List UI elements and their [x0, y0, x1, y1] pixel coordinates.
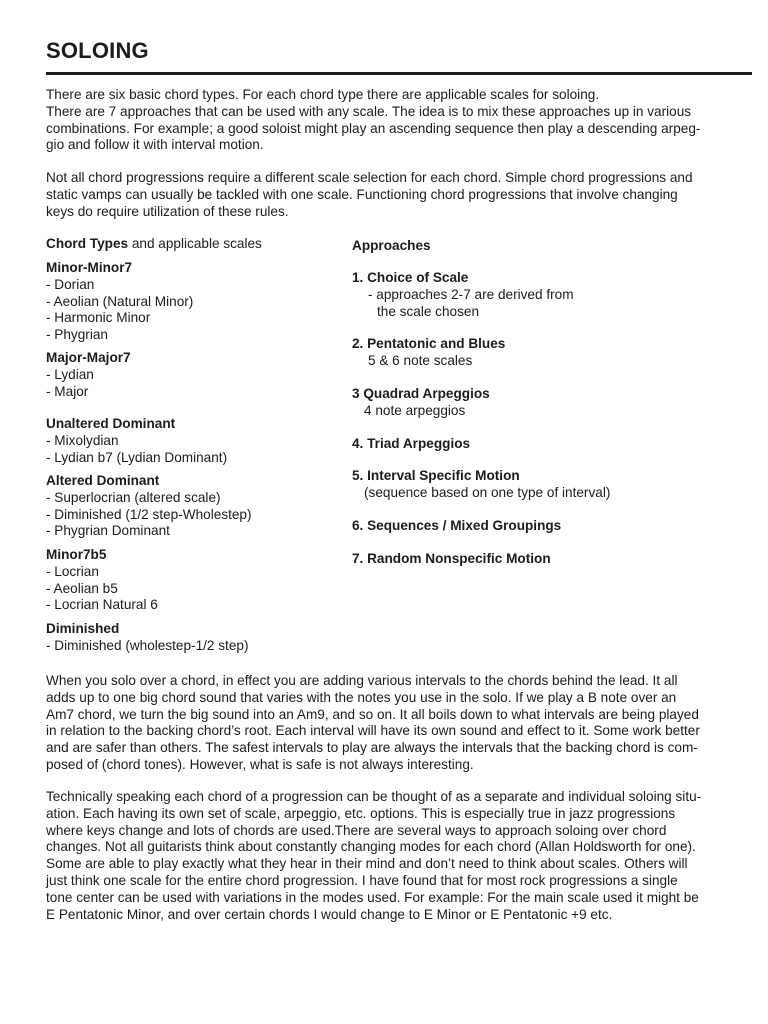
chord-group-minor-minor7 [46, 260, 193, 344]
text-line: where keys change and lots of chords are used.There are several ways to approach soloing over chord [46, 822, 667, 838]
approach-name: 2. Pentatonic and Blues [352, 336, 506, 351]
scale-item: - Locrian [46, 563, 99, 579]
approach-name: 1. Choice of Scale [352, 270, 469, 285]
text-line: There are six basic chord types. For each chord type there are applicable scales for soloing. [46, 87, 600, 102]
text-line: Technically speaking each chord of a progression can be thought of as a separate and individual soloing situ- [46, 789, 702, 804]
text-line: Some are able to play exactly what they hear in their mind and don’t need to think about scales. Others will [46, 856, 688, 872]
text-line: tone center can be used with variations in the modes used. For example: For the main scale used it might be [46, 889, 699, 905]
scale-item: - Aeolian b5 [46, 580, 118, 596]
approach-item [352, 270, 574, 320]
chord-group-altered-dominant [46, 473, 252, 540]
chord-group-name: Minor7b5 [46, 547, 107, 562]
chord-types-heading [46, 236, 336, 253]
text-line: Not all chord progressions require a different scale selection for each chord. Simple chord progressions and [46, 170, 693, 185]
chord-group-name: Altered Dominant [46, 473, 160, 488]
scale-item: - Diminished (1/2 step-Wholestep) [46, 506, 252, 522]
approach-detail: 5 & 6 note scales [368, 352, 473, 368]
chord-group-name: Unaltered Dominant [46, 416, 176, 431]
approach-item [352, 518, 561, 535]
approach-name: 6. Sequences / Mixed Groupings [352, 518, 562, 533]
text-line: combinations. For example; a good soloist might play an ascending sequence then play a descending arpeg- [46, 120, 701, 136]
approaches-heading: Approaches [352, 238, 431, 253]
approach-name: 4. Triad Arpeggios [352, 436, 471, 451]
text-line: E Pentatonic Minor, and over certain chords I would change to E Minor or E Pentatonic +9 etc. [46, 906, 613, 922]
text-line: keys do require utilization of these rules. [46, 203, 289, 219]
approach-item [352, 386, 490, 420]
text-line: just think one scale for the entire chord progression. I have found that for most rock progressions a single [46, 872, 678, 888]
chord-group-major-major7 [46, 350, 131, 400]
chord-group-name: Minor-Minor7 [46, 260, 133, 275]
text-line: ation. Each having its own set of scale, arpeggio, etc. options. This is especially true in jazz progressions [46, 805, 676, 821]
chord-types-heading-bold: Chord Types [46, 236, 129, 251]
approach-detail: 4 note arpeggios [364, 402, 466, 418]
approach-item [352, 436, 470, 453]
chord-group-name: Diminished [46, 621, 120, 636]
scale-item: - Lydian b7 (Lydian Dominant) [46, 449, 228, 465]
scale-item: - Harmonic Minor [46, 310, 151, 326]
page-title: SOLOING [46, 38, 149, 63]
scale-item: - Superlocrian (altered scale) [46, 489, 221, 505]
scale-item: - Major [46, 383, 89, 399]
scale-item: - Aeolian (Natural Minor) [46, 293, 194, 309]
approach-detail: the scale chosen [377, 303, 480, 319]
text-line: changes. Not all guitarists think about constantly changing modes for each chord (Allan Holdsworth for one). [46, 839, 696, 855]
scale-item: - Mixolydian [46, 432, 119, 448]
intervals-paragraph [46, 673, 752, 774]
chord-group-unaltered-dominant [46, 416, 227, 466]
chord-group-name: Major-Major7 [46, 350, 131, 365]
scale-item: - Lydian [46, 366, 94, 382]
scale-item: - Locrian Natural 6 [46, 597, 158, 613]
approach-detail: (sequence based on one type of interval) [364, 484, 611, 500]
approach-item [352, 468, 610, 502]
text-line: posed of (chord tones). However, what is safe is not always interesting. [46, 756, 474, 772]
text-line: adds up to one big chord sound that varies with the notes you use in the solo. If we play a B note over an [46, 689, 677, 705]
chord-group-diminished [46, 621, 248, 655]
approach-item [352, 551, 551, 568]
chord-group-minor7b5 [46, 547, 158, 614]
text-line: gio and follow it with interval motion. [46, 137, 264, 153]
chord-types-heading-rest: and applicable scales [128, 236, 262, 251]
text-line: in relation to the backing chord’s root. Each interval will have its own sound and effect to it. Some work better [46, 723, 700, 739]
scale-selection-paragraph [46, 170, 752, 220]
scale-item: - Dorian [46, 276, 95, 292]
text-line: and are safer than others. The safest intervals to play are always the intervals that the backing chord is com- [46, 740, 698, 756]
progressions-paragraph [46, 789, 752, 923]
approach-name: 3 Quadrad Arpeggios [352, 386, 490, 401]
text-line: static vamps can usually be tackled with one scale. Functioning chord progressions that involve changing [46, 186, 678, 202]
approach-detail: - approaches 2-7 are derived from [368, 286, 574, 302]
approach-item [352, 336, 505, 370]
title-rule [46, 72, 752, 75]
approach-name: 5. Interval Specific Motion [352, 468, 520, 483]
approach-name: 7. Random Nonspecific Motion [352, 551, 551, 566]
chord-types-column [46, 236, 336, 653]
scale-item: - Phygrian Dominant [46, 523, 170, 539]
text-line: There are 7 approaches that can be used with any scale. The idea is to mix these approaches up in various [46, 103, 692, 119]
scale-item: - Diminished (wholestep-1/2 step) [46, 637, 249, 653]
approaches-column [352, 238, 752, 566]
scale-item: - Phygrian [46, 327, 108, 343]
text-line: Am7 chord, we turn the big sound into an Am9, and so on. It all boils down to what intervals are being played [46, 706, 699, 722]
intro-paragraph [46, 87, 752, 154]
text-line: When you solo over a chord, in effect you are adding various intervals to the chords behind the lead. It all [46, 673, 678, 688]
